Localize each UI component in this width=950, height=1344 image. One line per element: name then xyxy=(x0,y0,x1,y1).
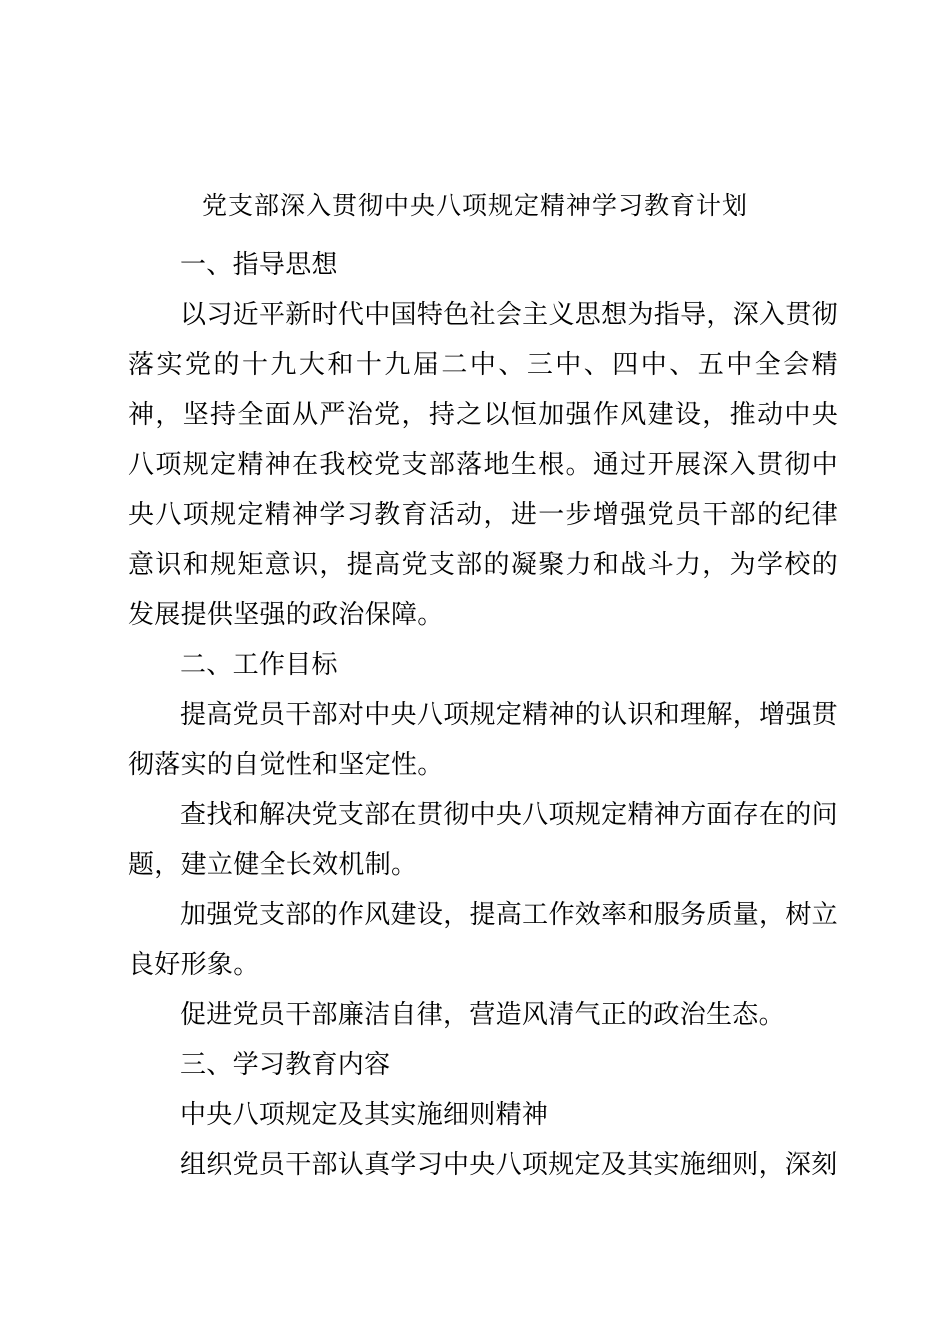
section-heading-work-goals: 二、工作目标 xyxy=(180,650,338,680)
subheading-eight-rules: 中央八项规定及其实施细则精神 xyxy=(180,1100,549,1130)
document-body xyxy=(128,240,838,1190)
paragraph-guiding-ideology: 以习近平新时代中国特色社会主义思想为指导，深入贯彻落实党的十九大和十九届二中、三中、四中、五中全会精神，坚持全面从严治党，持之以恒加强作风建设，推动中央八项规定精神在我校党支部落地生根。通过开展深入贯彻中央八项规定精神学习教育活动，进一步增强党员干部的纪律意识和规矩意识，提高党支部的凝聚力和战斗力，为学校的发展提供坚强的政治保障。 xyxy=(128,300,838,630)
paragraph-goal-2: 查找和解决党支部在贯彻中央八项规定精神方面存在的问题，建立健全长效机制。 xyxy=(128,800,838,880)
section-heading-guiding-ideology: 一、指导思想 xyxy=(180,250,338,280)
document-title: 党支部深入贯彻中央八项规定精神学习教育计划 xyxy=(201,191,748,220)
section-heading-study-content: 三、学习教育内容 xyxy=(180,1050,391,1080)
paragraph-goal-1: 提高党员干部对中央八项规定精神的认识和理解，增强贯彻落实的自觉性和坚定性。 xyxy=(128,700,838,780)
paragraph-goal-3: 加强党支部的作风建设，提高工作效率和服务质量，树立良好形象。 xyxy=(128,900,838,980)
paragraph-goal-4: 促进党员干部廉洁自律，营造风清气正的政治生态。 xyxy=(180,1000,785,1030)
paragraph-study-content: 组织党员干部认真学习中央八项规定及其实施细则，深刻 xyxy=(180,1150,838,1180)
